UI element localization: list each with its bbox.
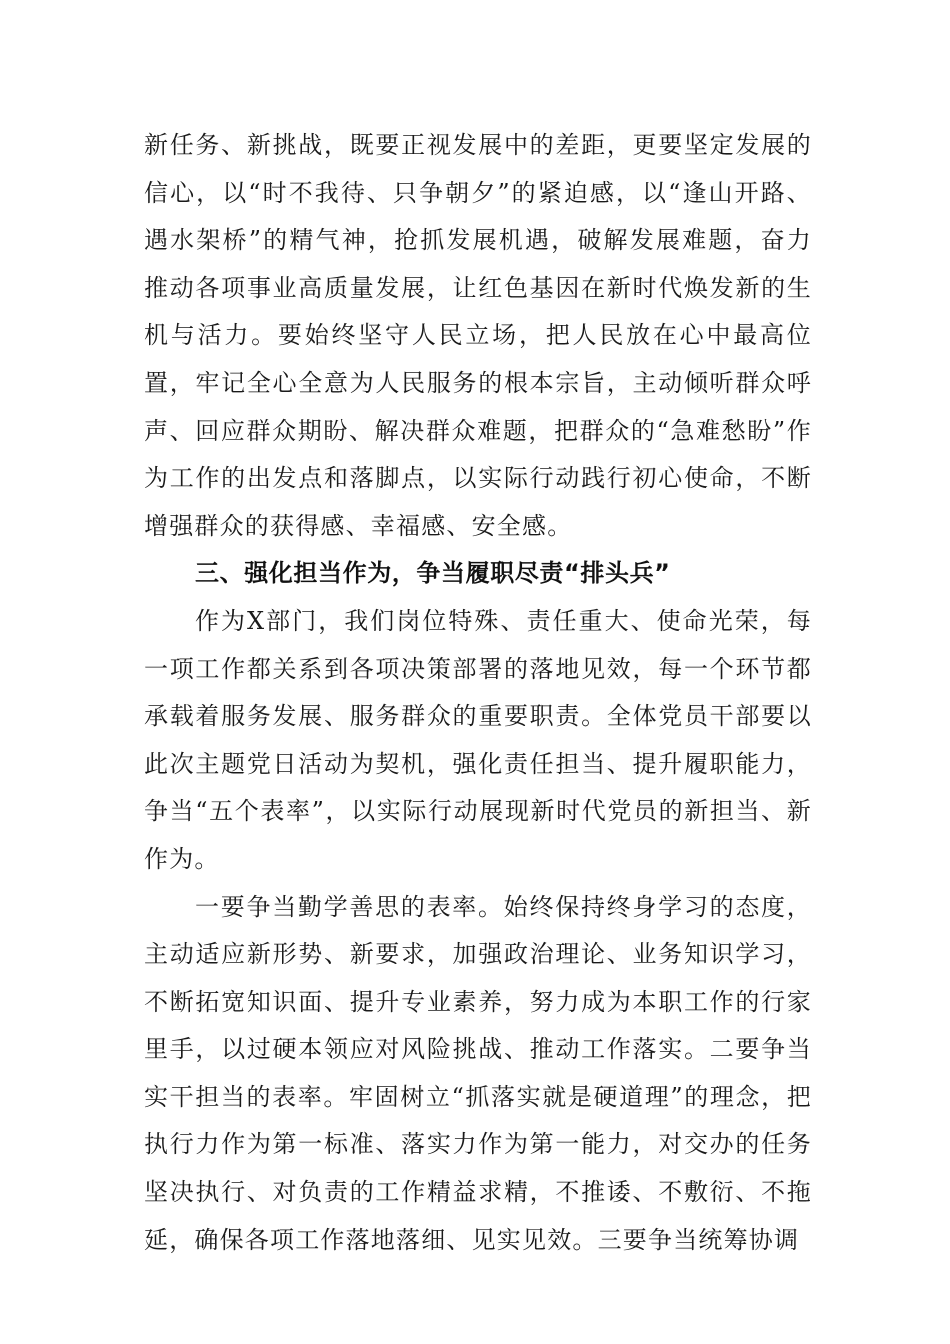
document-body bbox=[144, 122, 812, 1264]
paragraph-models: 一要争当勤学善思的表率。始终保持终身学习的态度，主动适应新形势、新要求，加强政治理论、业务知识学习，不断拓宽知识面、提升专业素养，努力成为本职工作的行家里手，以过硬本领应对风险挑战、推动工作落实。二要争当实干担当的表率。牢固树立“抓落实就是硬道理”的理念，把执行力作为第一标准、落实力作为第一能力，对交办的任务坚决执行、对负责的工作精益求精，不推诿、不敷衍、不拖延，确保各项工作落地落细、见实见效。三要争当统筹协调 bbox=[144, 892, 812, 1254]
section-heading: 三、强化担当作为，争当履职尽责“排头兵” bbox=[195, 559, 671, 588]
paragraph-continued: 新任务、新挑战，既要正视发展中的差距，更要坚定发展的信心，以“时不我待、只争朝夕”的紧迫感，以“逢山开路、遇水架桥”的精气神，抢抓发展机遇，破解发展难题，奋力推动各项事业高质量发展，让红色基因在新时代焕发新的生机与活力。要始终坚守人民立场，把人民放在心中最高位置，牢记全心全意为人民服务的根本宗旨，主动倾听群众呼声、回应群众期盼、解决群众难题，把群众的“急难愁盼”作为工作的出发点和落脚点，以实际行动践行初心使命，不断增强群众的获得感、幸福感、安全感。 bbox=[144, 131, 812, 540]
paragraph-role: 作为X部门，我们岗位特殊、责任重大、使命光荣，每一项工作都关系到各项决策部署的落地见效，每一个环节都承载着服务发展、服务群众的重要职责。全体党员干部要以此次主题党日活动为契机，强化责任担当、提升履职能力，争当“五个表率”，以实际行动展现新时代党员的新担当、新作为。 bbox=[144, 606, 812, 873]
